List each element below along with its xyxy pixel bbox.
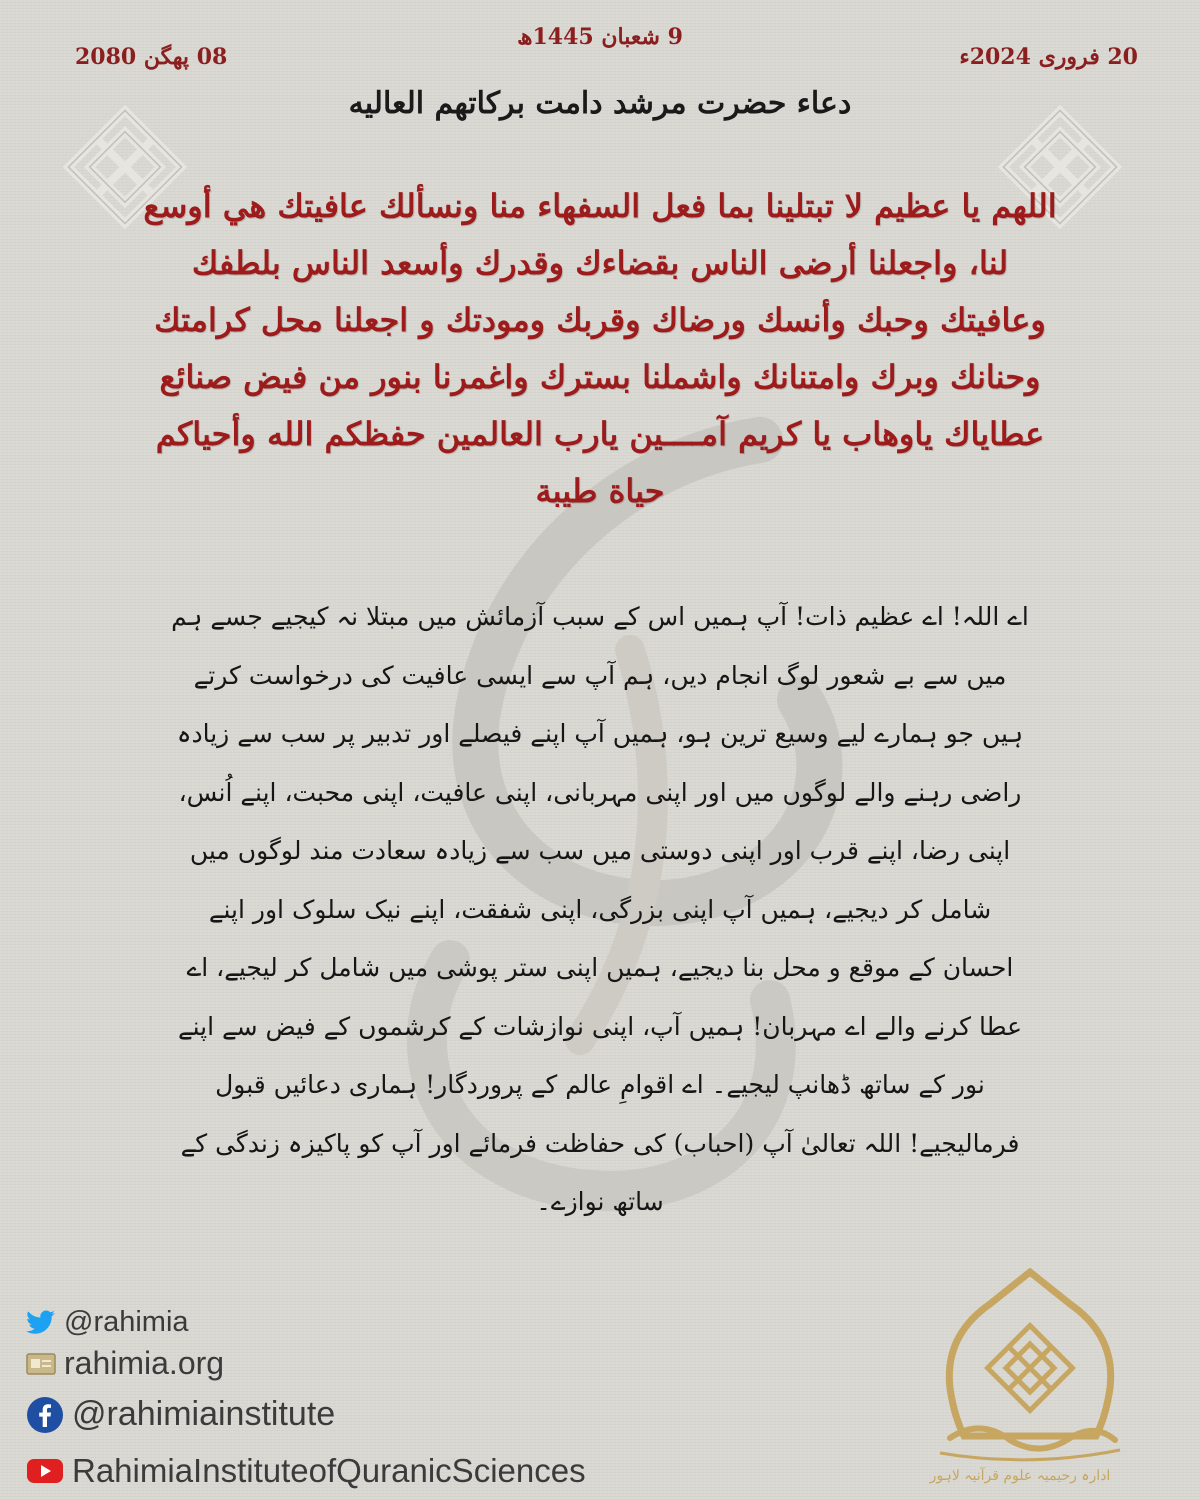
logo-subtitle: ادارہ رحیمیہ علوم قرآنیہ لاہور — [929, 1468, 1111, 1484]
page-title: دعاء حضرت مرشد دامت برکاتهم العاليه — [348, 86, 852, 121]
youtube-link[interactable] — [26, 1452, 586, 1490]
twitter-icon — [26, 1310, 56, 1336]
twitter-handle: @rahimia — [64, 1306, 189, 1338]
website-link[interactable] — [26, 1345, 224, 1382]
web-icon — [26, 1352, 56, 1376]
twitter-link[interactable] — [26, 1306, 189, 1339]
facebook-icon — [26, 1396, 64, 1434]
date-bikrami: 08 پھگن 2080 — [75, 44, 228, 70]
youtube-icon — [26, 1457, 64, 1485]
date-gregorian: 20 فروری 2024ء — [959, 44, 1138, 70]
date-hijri: 9 شعبان 1445ھ — [517, 24, 683, 50]
youtube-channel: RahimiaInstituteofQuranicSciences — [72, 1452, 586, 1489]
website-url: rahimia.org — [64, 1345, 225, 1381]
facebook-link[interactable] — [26, 1395, 335, 1434]
rahimia-logo — [920, 1268, 1140, 1478]
facebook-handle: @rahimiainstitute — [72, 1395, 336, 1433]
urdu-translation-text: اے اللہ! اے عظیم ذات! آپ ہمیں اس کے سبب آزمائش میں مبتلا نہ کیجیے جسے ہم میں سے بے شعور لوگ انجام دیں، ہم آپ سے ایسی عافیت کی درخواست کرتے ہیں جو ہمارے لیے وسیع ترین ہو، ہمیں آپ اپنے فیصلے اور تدبیر پر سب سے زیادہ راضی رہنے والے لوگوں میں اور اپنی مہربانی، اپنی عافیت، اپنی محبت، اپنے اُنس، اپنی رضا، اپنے قرب اور اپنی دوستی میں سب سے زیادہ سعادت مند لوگوں میں شامل کر دیجیے، ہمیں آپ اپنی بزرگی، اپنی شفقت، اپنے نیک سلوک اور اپنے احسان کے موقع و محل بنا دیجیے، ہمیں اپنی ستر پوشی میں شامل کر لیجیے، اے عطا کرنے والے اے مہربان! ہمیں آپ، اپنی نوازشات کے کرشموں کے فیض سے اپنے نور کے ساتھ ڈھانپ لیجیے۔ اے اقوامِ عالم کے پروردگار! ہماری دعائیں قبول فرمالیجیے! اللہ تعالیٰ آپ (احباب) کی حفاظت فرمائے اور آپ کو پاکیزہ زندگی کے ساتھ نوازے۔ — [171, 602, 1029, 1216]
arabic-dua-text: اللهم يا عظيم لا تبتلينا بما فعل السفهاء منا ونسألك عافيتك هي أوسع لنا، واجعلنا أرضى الناس بقضاءك وقدرك وأسعد الناس بلطفك وعافيتك وحبك وأنسك ورضاك وقربك ومودتك و اجعلنا محل كرامتك وحنانك وبرك وامتنانك واشملنا بسترك واغمرنا بنور من فيض صنائع عطاياك ياوهاب يا كريم آمــــين يارب العالمين حفظكم الله وأحياكم حياة طيبة — [143, 187, 1057, 510]
